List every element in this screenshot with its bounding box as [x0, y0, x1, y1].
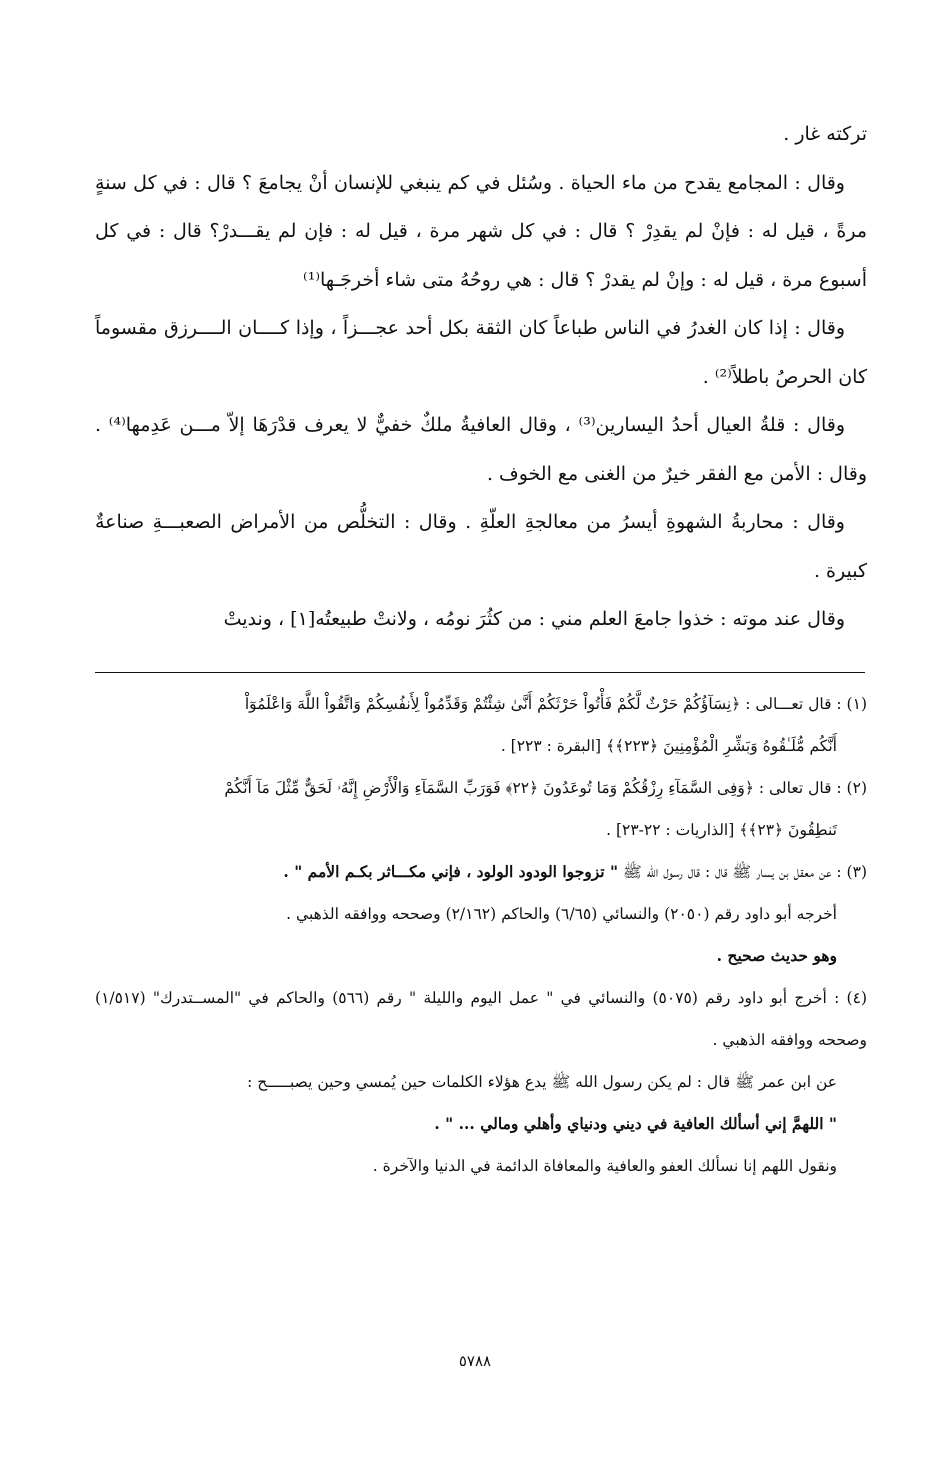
footnote-1-line-1: (١) : قال تعـــالى : ﴿نِسَآؤُكُمْ حَرْثٌ لَّكُمْ فَأْتُواْ حَرْثَكُمْ أَنَّىٰ شِئْتُمْ وَقَدِّمُواْ لِأَنفُسِكُمْ وَاتَّقُواْ اللَّهَ وَاعْلَمُوٓاْ	[244, 694, 867, 713]
paragraph-4: وقال : قلةُ العيال أحدُ اليسارين⁽³⁾ ، وقال العافيةُ ملكٌ خفيٌّ لا يعرف قدْرَهَا إلاّ مـــن عَدِمها⁽⁴⁾ . وقال : الأمن مع الفقر خيرٌ من الغنى مع الخوف .	[95, 414, 867, 485]
footnote-4-closing: ونقول اللهم إنا نسألك العفو والعافية والمعافاة الدائمة في الدنيا والآخرة .	[372, 1156, 837, 1175]
footnote-3-verdict: وهو حديث صحيح .	[716, 945, 837, 965]
footnote-3-source: أخرجه أبو داود رقم (٢٠٥٠) والنسائي (٦/٦٥) والحاكم (٢/١٦٢) وصححه ووافقه الذهبي .	[286, 904, 837, 923]
footnote-4-hadith: " اللهمَّ إني أسألك العافية في ديني ودنياي وأهلي ومالي ... " .	[434, 1113, 837, 1133]
footnote-3-intro: (٣) : عن معقل بن يسار ﷺ قال : قال رسول الله ﷺ	[623, 862, 867, 881]
paragraph-2: وقال : المجامع يقدح من ماء الحياة . وسُئل في كم ينبغي للإنسان أنْ يجامعَ ؟ قال : في كل سنةٍ مرةً ، قيل له : فإنْ لم يقدِرْ ؟ قال : في كل شهر مرة ، قيل له : فإن لم يقـــدرْ؟ قال : في كل أسبوع مرة ، قيل له : وإنْ لم يقدرْ ؟ قال : هي روحُهُ متى شاء أخرجَـها⁽¹⁾	[95, 171, 867, 291]
footnote-4-source: (٤) : أخرج أبو داود رقم (٥٠٧٥) والنسائي في " عمل اليوم والليلة " رقم (٥٦٦) والحاكم في "المســتدرك" (١/٥١٧) وصححه ووافقه الذهبي .	[95, 988, 867, 1049]
footnote-4-narration: عن ابن عمر ﷺ قال : لم يكن رسول الله ﷺ يدع هؤلاء الكلمات حين يُمسي وحين يصبـــــح :	[247, 1072, 837, 1091]
footnote-1-line-2: أَنَّكُم مُّلَـٰقُوهُ وَبَشِّرِ الْمُؤْمِنِينَ ﴿٢٢٣﴾﴾ [البقرة : ٢٢٣] .	[500, 736, 837, 755]
paragraph-6: وقال عند موته : خذوا جامعَ العلم مني : من كثُرَ نومُه ، ولانتْ طبيعتُه[١] ، ونديتْ	[223, 608, 845, 630]
paragraph-3: وقال : إذا كان الغدرُ في الناس طباعاً كان الثقة بكل أحد عجـــزاً ، وإذا كــــان الــــرزق مقسوماً كان الحرصُ باطلاً⁽²⁾ .	[95, 317, 867, 388]
footnote-divider	[95, 672, 865, 673]
paragraph-1: تركته غار .	[783, 123, 867, 145]
paragraph-5: وقال : محاربةُ الشهوةِ أيسرُ من معالجةِ العلّةِ . وقال : التخلُّص من الأمراض الصعبـــةِ صناعةٌ كبيرة .	[95, 511, 867, 582]
footnote-2-line-2: تَنطِقُونَ ﴿٢٣﴾﴾ [الذاريات : ٢٢-٢٣] .	[606, 820, 837, 839]
footnote-2-line-1: (٢) : قال تعالى : ﴿وَفِى السَّمَآءِ رِزْقُكُمْ وَمَا تُوعَدُونَ ﴿٢٢﴾ فَوَرَبِّ السَّمَآءِ وَالْأَرْضِ إِنَّهُۥ لَحَقٌّ مِّثْلَ مَآ أَنَّكُمْ	[224, 778, 867, 797]
footnote-3-hadith: " تزوجوا الودود الولود ، فإني مكـــاثر بكـم الأمم " .	[283, 861, 619, 881]
footnote-3	[95, 851, 867, 893]
page-content	[95, 110, 867, 1187]
page-number: ٥٧٨٨	[458, 1352, 492, 1370]
footnotes	[95, 683, 867, 1187]
main-text	[95, 110, 867, 644]
